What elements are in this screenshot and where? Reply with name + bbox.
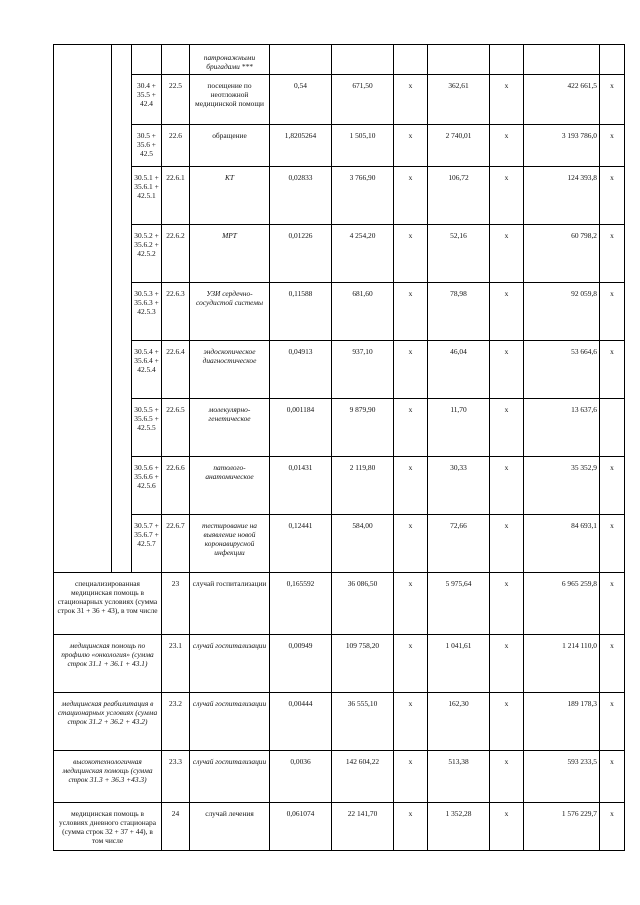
cell-num: 23.2 bbox=[162, 693, 190, 751]
cell-name: случай госпитализации bbox=[190, 573, 270, 635]
cell-c8: х bbox=[490, 341, 524, 399]
cell-c6: х bbox=[394, 283, 428, 341]
cell-c8: х bbox=[490, 225, 524, 283]
cell-c7: 362,61 bbox=[428, 75, 490, 125]
cell-cost: 1 505,10 bbox=[332, 125, 394, 167]
cell-c10: х bbox=[600, 803, 625, 851]
cell-name: обращение bbox=[190, 125, 270, 167]
blank-cell bbox=[490, 45, 524, 75]
cell-num: 22.6.3 bbox=[162, 283, 190, 341]
cell-c9: 422 661,5 bbox=[524, 75, 600, 125]
cell-c8: х bbox=[490, 167, 524, 225]
cell-cost: 584,00 bbox=[332, 515, 394, 573]
cell-name: патолого-анатомическое bbox=[190, 457, 270, 515]
cell-norm: 0,01226 bbox=[270, 225, 332, 283]
cell-c9: 3 193 786,0 bbox=[524, 125, 600, 167]
cell-num: 22.6.4 bbox=[162, 341, 190, 399]
cell-norm: 0,11588 bbox=[270, 283, 332, 341]
cell-num: 22.6.6 bbox=[162, 457, 190, 515]
blank-cell bbox=[270, 45, 332, 75]
blank-cell bbox=[600, 45, 625, 75]
cell-name: тестирование на выявление новой коронавирусной инфекции bbox=[190, 515, 270, 573]
blank-cell bbox=[162, 45, 190, 75]
cell-c7: 1 352,28 bbox=[428, 803, 490, 851]
tariff-table bbox=[53, 44, 625, 851]
cell-cost: 22 141,70 bbox=[332, 803, 394, 851]
table-row bbox=[54, 125, 625, 167]
cell-c8: х bbox=[490, 399, 524, 457]
cell-c9: 92 059,8 bbox=[524, 283, 600, 341]
cell-name: КТ bbox=[190, 167, 270, 225]
cell-c10: х bbox=[600, 125, 625, 167]
cell-name: посещение по неотложной медицинской помощи bbox=[190, 75, 270, 125]
cell-code: 30.5.1 + 35.6.1 + 42.5.1 bbox=[132, 167, 162, 225]
cell-c7: 1 041,61 bbox=[428, 635, 490, 693]
cell-c6: х bbox=[394, 457, 428, 515]
cell-norm: 0,01431 bbox=[270, 457, 332, 515]
cell-code: 30.5.5 + 35.6.5 + 42.5.5 bbox=[132, 399, 162, 457]
cell-norm: 0,0036 bbox=[270, 751, 332, 803]
cell-norm: 0,12441 bbox=[270, 515, 332, 573]
cell-c8: х bbox=[490, 635, 524, 693]
cell-c8: х bbox=[490, 125, 524, 167]
blank-cell bbox=[394, 45, 428, 75]
cell-name: молекулярно-генетическое bbox=[190, 399, 270, 457]
cell-c10 bbox=[600, 399, 625, 457]
cell-name: УЗИ сердечно-сосудистой системы bbox=[190, 283, 270, 341]
blank-cell bbox=[332, 45, 394, 75]
blank-cell bbox=[54, 45, 112, 573]
cell-c6: х bbox=[394, 751, 428, 803]
cell-c9: 53 664,6 bbox=[524, 341, 600, 399]
cell-name: случай госпитализации bbox=[190, 693, 270, 751]
table-row bbox=[54, 341, 625, 399]
cell-cost: 2 119,80 bbox=[332, 457, 394, 515]
table-row bbox=[54, 45, 625, 75]
cell-num: 23.1 bbox=[162, 635, 190, 693]
cell-code: 30.4 + 35.5 + 42.4 bbox=[132, 75, 162, 125]
cell-c8: х bbox=[490, 515, 524, 573]
cell-cost: 937,10 bbox=[332, 341, 394, 399]
cell-c8: х bbox=[490, 75, 524, 125]
table-row bbox=[54, 803, 625, 851]
cell-norm: 0,00949 bbox=[270, 635, 332, 693]
cell-norm: 1,8205264 bbox=[270, 125, 332, 167]
row-name: патронажными бригадами *** bbox=[190, 45, 270, 75]
cell-c10: х bbox=[600, 283, 625, 341]
cell-c9: 84 693,1 bbox=[524, 515, 600, 573]
cell-c9: 13 637,6 bbox=[524, 399, 600, 457]
cell-c8: х bbox=[490, 803, 524, 851]
cell-cost: 9 879,90 bbox=[332, 399, 394, 457]
cell-c8: х bbox=[490, 573, 524, 635]
cell-c9: 6 965 259,8 bbox=[524, 573, 600, 635]
cell-norm: 0,165592 bbox=[270, 573, 332, 635]
cell-cost: 36 086,50 bbox=[332, 573, 394, 635]
cell-norm: 0,00444 bbox=[270, 693, 332, 751]
blank-cell bbox=[524, 45, 600, 75]
cell-norm: 0,54 bbox=[270, 75, 332, 125]
cell-name: случай госпитализации bbox=[190, 635, 270, 693]
cell-c6: х bbox=[394, 693, 428, 751]
cell-num: 22.5 bbox=[162, 75, 190, 125]
cell-c10: х bbox=[600, 167, 625, 225]
cell-c7: 11,70 bbox=[428, 399, 490, 457]
cell-c6: х bbox=[394, 399, 428, 457]
cell-c6: х bbox=[394, 635, 428, 693]
cell-c6: х bbox=[394, 573, 428, 635]
cell-code: 30.5.7 + 35.6.7 + 42.5.7 bbox=[132, 515, 162, 573]
table-row bbox=[54, 167, 625, 225]
cell-c7: 162,30 bbox=[428, 693, 490, 751]
table-row bbox=[54, 75, 625, 125]
cell-cost: 681,60 bbox=[332, 283, 394, 341]
cell-c6: х bbox=[394, 225, 428, 283]
cell-c7: 78,98 bbox=[428, 283, 490, 341]
cell-c9: 1 576 229,7 bbox=[524, 803, 600, 851]
cell-cost: 671,50 bbox=[332, 75, 394, 125]
table-row bbox=[54, 635, 625, 693]
cell-c7: 513,38 bbox=[428, 751, 490, 803]
cell-c6: х bbox=[394, 167, 428, 225]
table-row bbox=[54, 457, 625, 515]
cell-name: случай госпитализации bbox=[190, 751, 270, 803]
cell-num: 23.3 bbox=[162, 751, 190, 803]
cell-c7: 52,16 bbox=[428, 225, 490, 283]
cell-c9: 60 798,2 bbox=[524, 225, 600, 283]
cell-name: случай лечения bbox=[190, 803, 270, 851]
table-row bbox=[54, 751, 625, 803]
cell-code: 30.5.3 + 35.6.3 + 42.5.3 bbox=[132, 283, 162, 341]
cell-c8: х bbox=[490, 457, 524, 515]
cell-c9: 1 214 110,0 bbox=[524, 635, 600, 693]
cell-norm: 0,04913 bbox=[270, 341, 332, 399]
cell-c9: 35 352,9 bbox=[524, 457, 600, 515]
section-label: высокотехнологичная медицинская помощь (сумма строк 31.3 + 36.3 +43.3) bbox=[54, 751, 162, 803]
blank-cell bbox=[112, 45, 132, 573]
cell-c7: 106,72 bbox=[428, 167, 490, 225]
cell-cost: 4 254,20 bbox=[332, 225, 394, 283]
cell-cost: 142 604,22 bbox=[332, 751, 394, 803]
cell-code: 30.5.2 + 35.6.2 + 42.5.2 bbox=[132, 225, 162, 283]
cell-code: 30.5.6 + 35.6.6 + 42.5.6 bbox=[132, 457, 162, 515]
cell-c10: х bbox=[600, 225, 625, 283]
cell-num: 24 bbox=[162, 803, 190, 851]
cell-c10: х bbox=[600, 751, 625, 803]
cell-cost: 36 555,10 bbox=[332, 693, 394, 751]
cell-c9: 124 393,8 bbox=[524, 167, 600, 225]
table-row bbox=[54, 515, 625, 573]
cell-c6: х bbox=[394, 341, 428, 399]
blank-cell bbox=[428, 45, 490, 75]
cell-num: 22.6 bbox=[162, 125, 190, 167]
cell-num: 22.6.7 bbox=[162, 515, 190, 573]
cell-c6: х bbox=[394, 75, 428, 125]
cell-c7: 72,66 bbox=[428, 515, 490, 573]
cell-num: 22.6.5 bbox=[162, 399, 190, 457]
cell-c10: х bbox=[600, 693, 625, 751]
cell-norm: 0,061074 bbox=[270, 803, 332, 851]
cell-c6: х bbox=[394, 125, 428, 167]
cell-code: 30.5.4 + 35.6.4 + 42.5.4 bbox=[132, 341, 162, 399]
cell-c10: х bbox=[600, 341, 625, 399]
cell-norm: 0,02833 bbox=[270, 167, 332, 225]
cell-c10: х bbox=[600, 457, 625, 515]
cell-c9: 189 178,3 bbox=[524, 693, 600, 751]
cell-c6: х bbox=[394, 803, 428, 851]
cell-num: 22.6.2 bbox=[162, 225, 190, 283]
table-row bbox=[54, 399, 625, 457]
cell-c10: х bbox=[600, 573, 625, 635]
cell-c10: х bbox=[600, 75, 625, 125]
cell-c7: 46,04 bbox=[428, 341, 490, 399]
cell-c10: х bbox=[600, 515, 625, 573]
cell-c7: 5 975,64 bbox=[428, 573, 490, 635]
section-label: специализированная медицинская помощь в стационарных условиях (сумма строк 31 + 36 + 43), в том числе bbox=[54, 573, 162, 635]
cell-num: 23 bbox=[162, 573, 190, 635]
section-label: медицинская реабилитация в стационарных условиях (сумма строк 31.2 + 36.2 + 43.2) bbox=[54, 693, 162, 751]
blank-cell bbox=[132, 45, 162, 75]
cell-c8: х bbox=[490, 693, 524, 751]
cell-cost: 3 766,90 bbox=[332, 167, 394, 225]
cell-c8: х bbox=[490, 751, 524, 803]
cell-c6: х bbox=[394, 515, 428, 573]
cell-norm: 0,001184 bbox=[270, 399, 332, 457]
cell-name: МРТ bbox=[190, 225, 270, 283]
cell-c7: 2 740,01 bbox=[428, 125, 490, 167]
section-label: медицинская помощь по профилю «онкология» (сумма строк 31.1 + 36.1 + 43.1) bbox=[54, 635, 162, 693]
cell-cost: 109 758,20 bbox=[332, 635, 394, 693]
section-label: медицинская помощь в условиях дневного стационара (сумма строк 32 + 37 + 44), в том числе bbox=[54, 803, 162, 851]
cell-name: эндоскопическое диагностическое bbox=[190, 341, 270, 399]
table-row bbox=[54, 573, 625, 635]
cell-num: 22.6.1 bbox=[162, 167, 190, 225]
cell-c7: 30,33 bbox=[428, 457, 490, 515]
cell-c10: х bbox=[600, 635, 625, 693]
table-body bbox=[54, 45, 625, 851]
table-row bbox=[54, 283, 625, 341]
table-row bbox=[54, 225, 625, 283]
cell-c9: 593 233,5 bbox=[524, 751, 600, 803]
cell-code: 30.5 + 35.6 + 42.5 bbox=[132, 125, 162, 167]
cell-c8: х bbox=[490, 283, 524, 341]
table-row bbox=[54, 693, 625, 751]
